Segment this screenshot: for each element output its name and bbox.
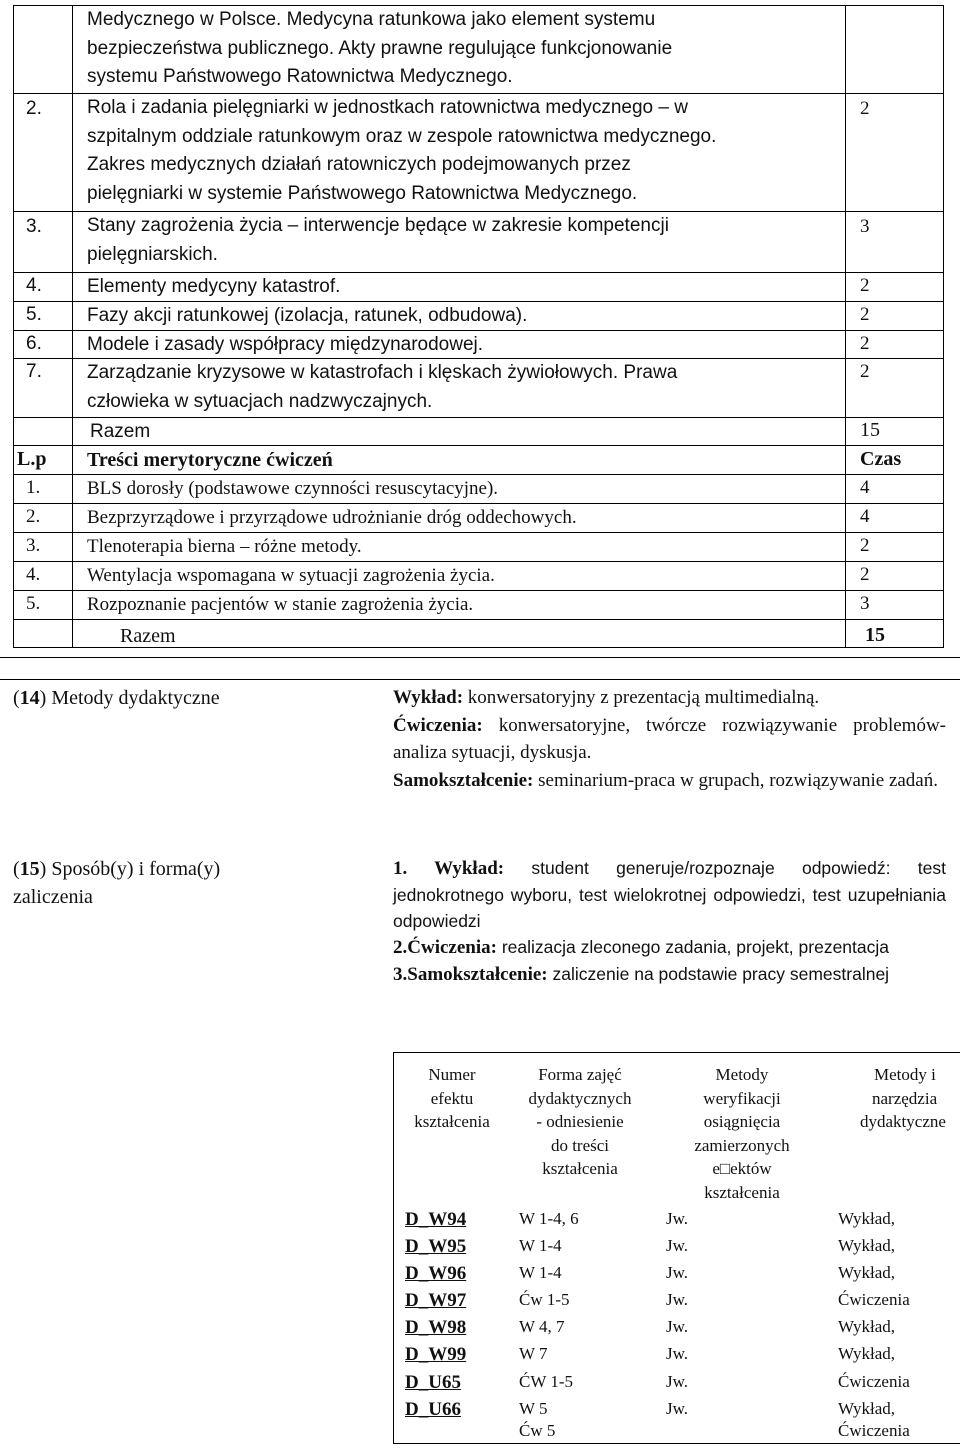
verification-method: Jw. — [666, 1209, 689, 1228]
section-separator — [0, 657, 960, 680]
assessment-exercises: 2.Ćwiczenia: realizacja zleconego zadania, projekt, prezentacja — [393, 937, 890, 958]
lecture-row — [14, 6, 943, 94]
exercise-row — [14, 591, 943, 620]
verification-method: Jw. — [666, 1372, 689, 1391]
total-value: 15 — [865, 624, 885, 646]
effect-code: D_W95 — [405, 1236, 467, 1257]
hours-value: 2 — [860, 275, 870, 296]
lecture-row — [14, 94, 943, 212]
teaching-method: Ćwiczenia — [838, 1372, 910, 1391]
lp-header: L.p — [17, 448, 47, 470]
hours-value: 2 — [860, 304, 870, 325]
method-lecture: Wykład: konwersatoryjny z prezentacją multimedialną. — [393, 687, 820, 708]
exercise-row — [14, 504, 943, 533]
hours-value: 2 — [860, 535, 870, 556]
verification-method: Jw. — [666, 1236, 689, 1255]
lecture-row — [14, 331, 943, 359]
exercise-text: Wentylacja wspomagana w sytuacji zagrożenia życia. — [87, 565, 495, 586]
total-label: Razem — [90, 421, 151, 442]
hours-value: 4 — [860, 506, 870, 527]
exercise-text: Tlenoterapia bierna – różne metody. — [87, 536, 362, 557]
section-15-label: (15) Sposób(y) i forma(y) zaliczenia — [13, 858, 221, 908]
lecture-text: Elementy medycyny katastrof. — [87, 276, 341, 297]
hours-value: 3 — [860, 593, 870, 614]
teaching-method: Wykład, — [838, 1236, 896, 1255]
assessment-selfstudy: 3.Samokształcenie: zaliczenie na podstawie pracy semestralnej — [393, 964, 890, 985]
teaching-method: Ćwiczenia — [838, 1290, 910, 1309]
hours-value: 2 — [860, 333, 870, 354]
row-number: 5. — [26, 593, 41, 614]
verification-method: Jw. — [666, 1290, 689, 1309]
class-form: W 4, 7 — [519, 1317, 565, 1336]
row-number: 4. — [26, 564, 41, 585]
verification-method: Jw. — [666, 1317, 689, 1336]
section-14-content — [393, 684, 946, 794]
lecture-text: Medycznego w Polsce. Medycyna ratunkowa jako element systemu bezpieczeństwa publicznego. Akty prawne regulujące funkcjonowanie systemu Państwowego Ratownictwa Medycznego. — [87, 9, 673, 87]
hours-value: 2 — [860, 361, 870, 382]
lecture-text: Modele i zasady współpracy międzynarodowej. — [87, 334, 484, 355]
effect-code: D_W98 — [405, 1317, 467, 1338]
program-table — [13, 5, 944, 648]
class-form: Ćw 5 — [519, 1421, 556, 1440]
exercise-text: Bezprzyrządowe i przyrządowe udrożnianie dróg oddechowych. — [87, 507, 577, 528]
hours-value: 3 — [860, 216, 870, 237]
class-form: W 1-4, 6 — [519, 1209, 579, 1228]
lecture-row — [14, 212, 943, 273]
exercise-total-row — [14, 620, 943, 648]
effect-code: D_W94 — [405, 1209, 467, 1230]
row-number: 5. — [26, 304, 42, 325]
teaching-method: Wykład, — [838, 1317, 896, 1336]
section-14-label: (14) Metody dydaktyczne — [13, 687, 220, 709]
effect-code: D_W97 — [405, 1290, 467, 1311]
lecture-text: Zarządzanie kryzysowe w katastrofach i klęskach żywiołowych. Prawa człowieka w sytuacjach nadzwyczajnych. — [87, 362, 678, 412]
exercise-row — [14, 475, 943, 504]
total-label: Razem — [120, 625, 176, 647]
class-form: W 7 — [519, 1344, 548, 1363]
lecture-text: Stany zagrożenia życia – interwencje będące w zakresie kompetencji pielęgniarskich. — [87, 215, 669, 265]
teaching-method: Ćwiczenia — [838, 1421, 910, 1440]
exercise-header-row — [14, 446, 943, 475]
exercise-text: BLS dorosły (podstawowe czynności resuscytacyjne). — [87, 478, 499, 499]
effect-code: D_U66 — [405, 1399, 461, 1420]
teaching-method: Wykład, — [838, 1209, 896, 1228]
lecture-text: Rola i zadania pielęgniarki w jednostkach ratownictwa medycznego – w szpitalnym oddziale ratunkowym oraz w zespole ratownictwa medycznego. Zakres medycznych działań ratowniczych podejmowanych przez pielęgniarki w systemie Państwowego Ratownictwa Medycznego. — [87, 97, 717, 204]
teaching-method: Wykład, — [838, 1399, 896, 1418]
row-number: 6. — [26, 333, 42, 354]
row-number: 3. — [26, 216, 42, 237]
method-exercises: Ćwiczenia: konwersatoryjne, twórcze rozwiązywanie problemów-analiza sytuacji, dyskusja. — [393, 714, 946, 763]
time-header: Czas — [860, 448, 902, 470]
verification-method: Jw. — [666, 1263, 689, 1282]
row-number: 2. — [26, 98, 42, 119]
header-effect-number: Numer efektu kształcenia — [414, 1065, 490, 1131]
verification-method: Jw. — [666, 1344, 689, 1363]
row-number: 3. — [26, 535, 41, 556]
row-number: 2. — [26, 506, 41, 527]
row-number: 1. — [26, 477, 41, 498]
class-form: ĆW 1-5 — [519, 1372, 573, 1391]
hours-value: 2 — [860, 564, 870, 585]
exercise-title-header: Treści merytoryczne ćwiczeń — [87, 449, 333, 471]
hours-value: 2 — [860, 98, 870, 119]
lecture-row — [14, 273, 943, 302]
lecture-row — [14, 359, 943, 418]
effect-code: D_U65 — [405, 1372, 461, 1393]
header-verification-methods: Metody weryfikacji osiągnięcia zamierzonych e□ektów kształcenia — [694, 1065, 790, 1202]
lecture-row — [14, 302, 943, 331]
total-value: 15 — [860, 419, 880, 441]
lecture-text: Fazy akcji ratunkowej (izolacja, ratunek, odbudowa). — [87, 305, 528, 326]
exercise-text: Rozpoznanie pacjentów w stanie zagrożenia życia. — [87, 594, 474, 615]
teaching-method: Wykład, — [838, 1344, 896, 1363]
lecture-total-row — [14, 418, 943, 446]
teaching-method: Wykład, — [838, 1263, 896, 1282]
exercise-row — [14, 562, 943, 591]
exercise-row — [14, 533, 943, 562]
verification-method: Jw. — [666, 1399, 689, 1418]
effect-code: D_W99 — [405, 1344, 467, 1365]
class-form: Ćw 1-5 — [519, 1290, 570, 1309]
row-number: 7. — [26, 361, 42, 382]
method-selfstudy: Samokształcenie: seminarium-praca w grupach, rozwiązywanie zadań. — [393, 769, 938, 791]
effect-code: D_W96 — [405, 1263, 467, 1284]
section-15-content — [393, 855, 946, 988]
assessment-lecture: 1. Wykład: student generuje/rozpoznaje odpowiedź: test jednokrotnego wyboru, test wielokrotnej odpowiedzi, test uzupełniania odpowiedzi — [393, 858, 946, 931]
header-class-form: Forma zajęć dydaktycznych - odniesienie do treści kształcenia — [528, 1065, 632, 1178]
class-form: W 5 — [519, 1399, 548, 1418]
class-form: W 1-4 — [519, 1263, 562, 1282]
hours-value: 4 — [860, 477, 870, 498]
header-teaching-methods: Metody i narzędzia dydaktyczne — [860, 1065, 946, 1131]
row-number: 4. — [26, 275, 42, 296]
class-form: W 1-4 — [519, 1236, 562, 1255]
